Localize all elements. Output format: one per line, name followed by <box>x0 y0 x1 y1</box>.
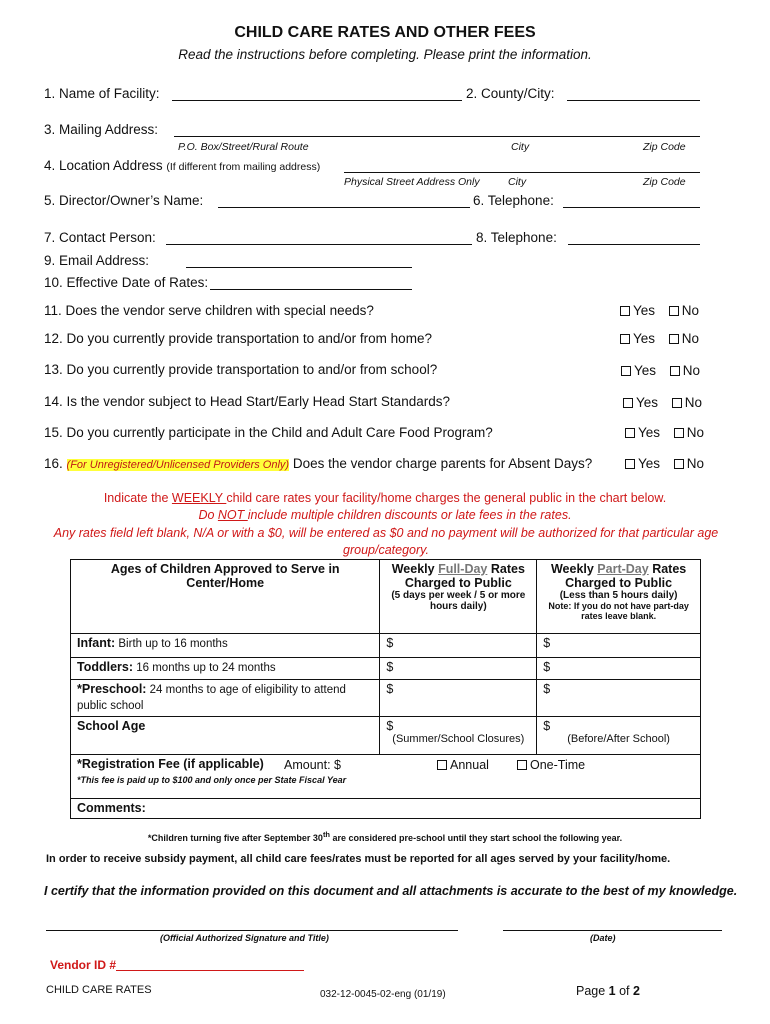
checkbox-yes[interactable] <box>620 334 630 344</box>
county-city-field[interactable] <box>567 100 700 101</box>
email-label: 9. Email Address: <box>44 253 150 268</box>
location-address-note: (If different from mailing address) <box>166 161 321 173</box>
contact-telephone-label: 8. Telephone: <box>476 230 557 245</box>
effective-date-field[interactable] <box>210 289 412 290</box>
checkbox-no[interactable] <box>674 459 684 469</box>
question-absent-days: 16. (For Unregistered/Unlicensed Providers Only) Does the vendor charge parents for Absent Days? <box>44 456 593 471</box>
director-name-label: 5. Director/Owner’s Name: <box>44 193 204 208</box>
comments-field[interactable]: Comments: <box>71 799 701 819</box>
infant-full-day-input[interactable]: $ <box>380 634 537 658</box>
instruction-blank-fields: Any rates field left blank, N/A or with a $0, will be entered as $0 and no payment will be authorized for that particular age group/category. <box>53 526 719 557</box>
certification-statement: I certify that the information provided on this document and all attachments is accurate to the best of my knowledge. <box>44 884 738 898</box>
checkbox-one-time[interactable] <box>517 760 527 770</box>
page-title: CHILD CARE RATES AND OTHER FEES <box>234 24 536 41</box>
vendor-id-label: Vendor ID # <box>50 958 117 972</box>
checkbox-no[interactable] <box>669 306 679 316</box>
subsidy-notice: In order to receive subsidy payment, all child care fees/rates must be reported for all ages served by your facility/home. <box>46 853 671 865</box>
school-age-full-day-input[interactable]: $ (Summer/School Closures) <box>380 717 537 755</box>
telephone-label: 6. Telephone: <box>473 193 554 208</box>
table-row: *Preschool: 24 months to age of eligibility to attend public school $ $ <box>71 680 701 717</box>
vendor-id-field[interactable] <box>116 970 304 971</box>
table-row: Infant: Birth up to 16 months $ $ <box>71 634 701 658</box>
registration-fee-note: *This fee is paid up to $100 and only once per State Fiscal Year <box>77 775 347 785</box>
telephone-field[interactable] <box>563 207 700 208</box>
question-transport-school: 13. Do you currently provide transportation to and/or from school? <box>44 362 438 377</box>
checkbox-yes[interactable] <box>623 398 633 408</box>
part-day-header: Weekly Part-Day Rates Charged to Public (Less than 5 hours daily) Note: If you do not have part-day rates leave blank. <box>537 560 701 634</box>
registration-annual: Annual <box>437 758 489 772</box>
page-number: Page 1 of 2 <box>576 984 640 998</box>
checkbox-yes[interactable] <box>621 366 631 376</box>
footer-form-number: 032-12-0045-02-eng (01/19) <box>320 989 446 1000</box>
question-transport-home: 12. Do you currently provide transportation to and/or from home? <box>44 331 432 346</box>
instruction-no-discounts: Do NOT include multiple children discounts or late fees in the rates. <box>198 508 572 522</box>
location-address-sublabel: Physical Street Address Only <box>344 176 480 188</box>
location-city-sublabel: City <box>508 176 527 188</box>
location-zip-sublabel: Zip Code <box>643 176 686 188</box>
page-subtitle: Read the instructions before completing. Please print the information. <box>178 47 592 62</box>
checkbox-yes[interactable] <box>620 306 630 316</box>
table-row: School Age $ (Summer/School Closures) $ (Before/After School) <box>71 717 701 755</box>
special-needs-yes-no: Yes No <box>620 303 699 318</box>
transport-home-yes-no: Yes No <box>620 331 699 346</box>
location-address-text: 4. Location Address <box>44 158 163 173</box>
date-field[interactable] <box>503 930 722 931</box>
contact-telephone-field[interactable] <box>568 244 700 245</box>
head-start-yes-no: Yes No <box>623 395 702 410</box>
date-label: (Date) <box>590 933 616 943</box>
registration-one-time: One-Time <box>517 758 585 772</box>
toddler-full-day-input[interactable]: $ <box>380 658 537 680</box>
question-food-program: 15. Do you currently participate in the Child and Adult Care Food Program? <box>44 425 493 440</box>
infant-part-day-input[interactable]: $ <box>537 634 701 658</box>
transport-school-yes-no: Yes No <box>621 363 700 378</box>
signature-field[interactable] <box>46 930 458 931</box>
toddler-part-day-input[interactable]: $ <box>537 658 701 680</box>
question-head-start: 14. Is the vendor subject to Head Start/Early Head Start Standards? <box>44 394 450 409</box>
mailing-address-label: 3. Mailing Address: <box>44 122 159 137</box>
rates-table <box>70 559 701 819</box>
registration-fee-label: *Registration Fee (if applicable) <box>77 757 264 771</box>
county-city-label: 2. County/City: <box>466 86 555 101</box>
food-program-yes-no: Yes No <box>625 425 704 440</box>
contact-person-field[interactable] <box>166 244 472 245</box>
checkbox-no[interactable] <box>669 334 679 344</box>
unlicensed-note: (For Unregistered/Unlicensed Providers Only) <box>66 459 290 471</box>
full-day-header: Weekly Full-Day Rates Charged to Public (5 days per week / 5 or more hours daily) <box>380 560 537 634</box>
effective-date-label: 10. Effective Date of Rates: <box>44 275 209 290</box>
mailing-address-sublabel: P.O. Box/Street/Rural Route <box>178 141 309 153</box>
email-field[interactable] <box>186 267 412 268</box>
mailing-city-sublabel: City <box>511 141 530 153</box>
footer-form-name: CHILD CARE RATES <box>46 984 152 996</box>
checkbox-annual[interactable] <box>437 760 447 770</box>
ages-header: Ages of Children Approved to Serve in Center/Home <box>71 560 380 634</box>
absent-days-yes-no: Yes No <box>625 456 704 471</box>
registration-fee-row <box>71 755 701 799</box>
mailing-zip-sublabel: Zip Code <box>643 141 686 153</box>
school-age-part-day-input[interactable]: $ (Before/After School) <box>537 717 701 755</box>
preschool-full-day-input[interactable]: $ <box>380 680 537 717</box>
signature-label: (Official Authorized Signature and Title) <box>160 933 329 943</box>
checkbox-yes[interactable] <box>625 459 635 469</box>
question-special-needs: 11. Does the vendor serve children with special needs? <box>44 303 374 318</box>
preschool-part-day-input[interactable]: $ <box>537 680 701 717</box>
checkbox-yes[interactable] <box>625 428 635 438</box>
checkbox-no[interactable] <box>674 428 684 438</box>
location-address-label <box>44 158 320 173</box>
checkbox-no[interactable] <box>672 398 682 408</box>
contact-person-label: 7. Contact Person: <box>44 230 156 245</box>
facility-name-field[interactable] <box>172 100 462 101</box>
mailing-address-field[interactable] <box>174 136 700 137</box>
checkbox-no[interactable] <box>670 366 680 376</box>
registration-amount[interactable]: Amount: $ <box>284 758 341 772</box>
instruction-weekly-rates: Indicate the WEEKLY child care rates your facility/home charges the general public in the chart below. <box>103 491 667 505</box>
facility-name-label: 1. Name of Facility: <box>44 86 160 101</box>
preschool-footnote: *Children turning five after September 30th are considered pre-school until they start school the following year. <box>147 830 623 843</box>
table-row: Toddlers: 16 months up to 24 months $ $ <box>71 658 701 680</box>
director-name-field[interactable] <box>218 207 470 208</box>
location-address-field[interactable] <box>344 172 700 173</box>
